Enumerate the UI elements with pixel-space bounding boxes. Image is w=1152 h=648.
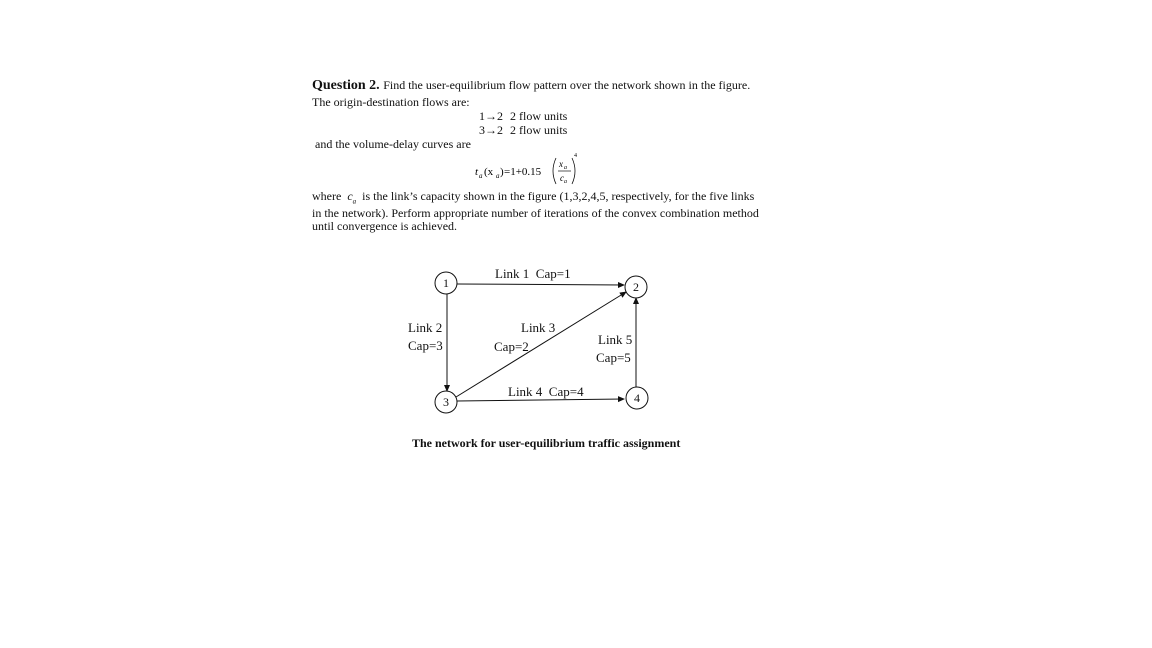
link-1-label: Link 1 Cap=1 [495,266,571,281]
link-1-arrow [457,284,624,285]
where-symbol-sub: a [352,197,357,206]
eq-den-sub: a [564,179,567,185]
link-3-capacity: Cap=2 [494,339,529,354]
node-1-label: 1 [443,276,449,290]
link-2-capacity: Cap=3 [408,338,443,353]
link-4-arrow [457,399,624,401]
question-intro-line-1: Find the user-equilibrium flow pattern over the network shown in the figure. [383,78,751,92]
eq-num-sub: a [564,165,567,171]
od-pair: 1→2 [479,109,503,123]
eq-sub-a: a [479,172,483,180]
eq-num: x [559,159,563,169]
node-3-label: 3 [443,395,449,409]
link-3-label: Link 3 [521,320,556,335]
question-number: Question 2. [312,78,380,93]
eq-exponent: 4 [574,153,577,159]
od-pair: 3→2 [479,123,503,137]
where-line-2: in the network). Perform appropriate number of iterations of the convex combination method [312,206,759,220]
where-rest: is the link’s capacity shown in the figure (1,3,2,4,5, respectively, for the five links [362,189,755,203]
link-4-label: Link 4 Cap=4 [508,384,584,399]
eq-den: c [560,173,564,183]
where-line-3: until convergence is achieved. [312,219,458,233]
where-word: where [312,189,342,203]
link-2-label: Link 2 [408,320,443,335]
od-amount: 2 flow units [510,109,568,123]
eq-rhs: =1+0.15 [504,166,542,178]
node-2 [625,276,647,298]
figure-caption: The network for user-equilibrium traffic assignment [412,436,681,450]
eq-arg-close: ) [500,166,504,178]
eq-arg: (x [484,166,494,178]
node-4 [626,387,648,409]
where-symbol: c [347,189,353,203]
link-5-label: Link 5 [598,332,633,347]
node-1 [435,272,457,294]
eq-arg-sub: a [496,172,500,180]
od-amount: 2 flow units [510,123,568,137]
volume-delay-intro: and the volume-delay curves are [315,137,471,151]
link-5-capacity: Cap=5 [596,350,631,365]
question-intro-line-2: The origin-destination flows are: [312,95,470,109]
node-2-label: 2 [633,280,639,294]
eq-t: t [475,166,479,178]
node-3 [435,391,457,413]
node-4-label: 4 [634,391,640,405]
